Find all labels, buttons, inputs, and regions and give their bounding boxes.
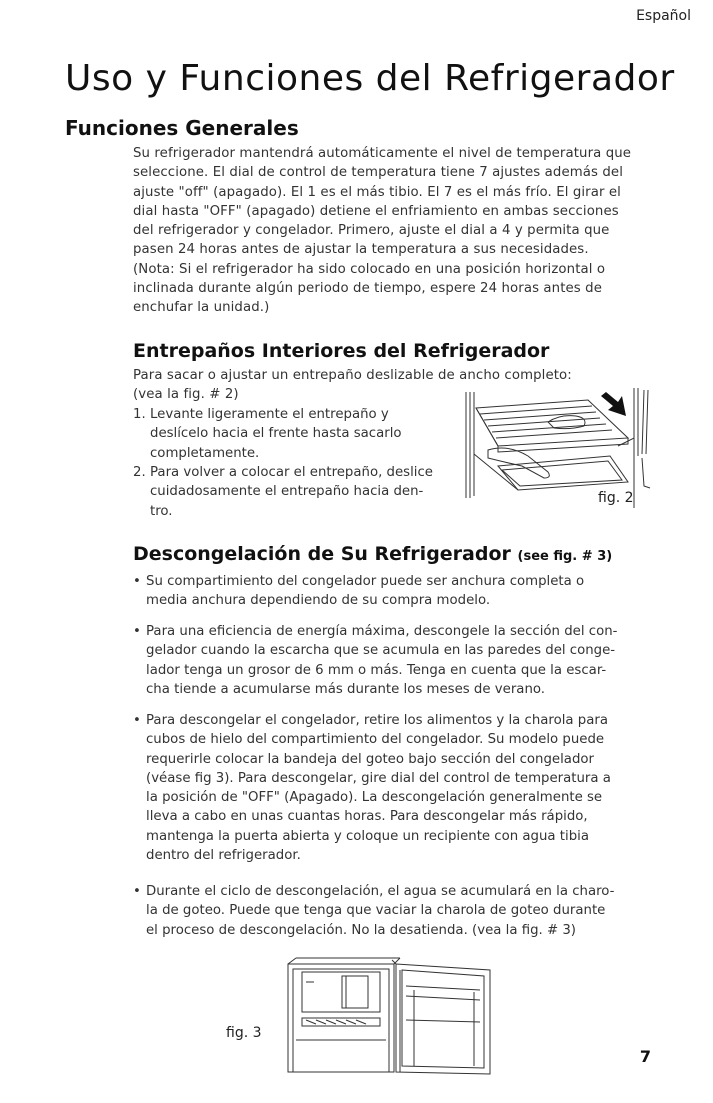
general-line: dial hasta "OFF" (apagado) detiene el enfriamiento en ambas secciones (133, 203, 619, 219)
step-line: Para volver a colocar el entrepaño, deslice (150, 465, 433, 480)
section-heading-general: Funciones Generales (65, 116, 299, 140)
bullet-line: la posición de "OFF" (Apagado). La descongelación generalmente se (146, 790, 603, 806)
defrost-heading-note: (see fig. # 3) (517, 549, 613, 564)
figure-2-caption: fig. 2 (598, 490, 634, 506)
bullet-symbol: • (133, 624, 141, 639)
bullet-line: lleva a cabo en unas cuantas horas. Para descongelar más rápido, (146, 809, 588, 825)
bullet-line: Su compartimiento del congelador puede ser anchura completa o (146, 574, 585, 589)
page-title: Uso y Funciones del Refrigerador (65, 58, 675, 99)
bullet-symbol: • (133, 884, 141, 899)
refrigerator-illustration (284, 956, 504, 1076)
bullet-line: media anchura dependiendo de su compra modelo. (146, 593, 491, 609)
defrost-bullet (133, 882, 658, 940)
bullet-line: mantenga la puerta abierta y coloque un recipiente con agua tibia (146, 828, 589, 844)
defrost-bullet (133, 572, 658, 611)
bullet-symbol: • (133, 713, 141, 728)
general-line: inclinada durante algún periodo de tiempo, espere 24 horas antes de (133, 281, 602, 297)
general-line: pasen 24 horas antes de ajustar la temperatura a sus necesidades. (133, 242, 589, 258)
general-line: seleccione. El dial de control de temperatura tiene 7 ajustes además del (133, 165, 623, 181)
bullet-line: cha tiende a acumularse más durante los meses de verano. (146, 681, 545, 697)
bullet-line: requerirle colocar la bandeja del goteo bajo sección del congelador (146, 751, 594, 767)
figure-3-caption: fig. 3 (226, 1025, 262, 1041)
bullet-line: dentro del refrigerador. (146, 848, 301, 864)
bullet-line: (véase fig 3). Para descongelar, gire dial del control de temperatura a (146, 770, 611, 786)
step-number: 2. (133, 465, 146, 480)
bullet-line: gelador cuando la escarcha que se acumula en las paredes del conge- (146, 643, 616, 659)
defrost-bullet (133, 711, 658, 865)
shelf-step-2 (133, 463, 433, 521)
bullet-line: Durante el ciclo de descongelación, el agua se acumulará en la charo- (146, 884, 615, 899)
bullet-line: Para descongelar el congelador, retire los alimentos y la charola para (146, 713, 608, 728)
step-line: completamente. (150, 445, 260, 461)
shelf-step-1 (133, 405, 402, 463)
general-line: Su refrigerador mantendrá automáticamente el nivel de temperatura que (133, 146, 632, 161)
step-line: tro. (150, 503, 173, 519)
bullet-line: la de goteo. Puede que tenga que vaciar la charola de goteo durante (146, 903, 606, 919)
general-line: ajuste "off" (apagado). El 1 es el más tibio. El 7 es el más frío. El girar el (133, 184, 621, 200)
page-number: 7 (639, 1047, 651, 1066)
language-label: Español (636, 8, 691, 24)
bullet-line: el proceso de descongelación. No la desatienda. (vea la fig. # 3) (146, 922, 576, 938)
general-line: enchufar la unidad.) (133, 300, 270, 316)
general-line: del refrigerador y congelador. Primero, ajuste el dial a 4 y permita que (133, 223, 610, 239)
bullet-symbol: • (133, 574, 141, 589)
general-line: (Nota: Si el refrigerador ha sido colocado en una posición horizontal o (133, 261, 606, 277)
bullet-line: cubos de hielo del compartimiento del congelador. Su modelo puede (146, 732, 605, 748)
defrost-bullet (133, 622, 658, 699)
bullet-line: Para una eficiencia de energía máxima, descongele la sección del con- (146, 624, 618, 639)
general-paragraph (133, 144, 658, 318)
defrost-heading-text: Descongelación de Su Refrigerador (133, 543, 511, 565)
shelves-intro-line: (vea la fig. # 2) (133, 387, 239, 403)
section-heading-shelves: Entrepaños Interiores del Refrigerador (133, 340, 550, 362)
step-line: cuidadosamente el entrepaño hacia den- (150, 484, 424, 500)
step-line: Levante ligeramente el entrepaño y (150, 407, 389, 422)
section-heading-defrost (133, 543, 612, 565)
bullet-line: lador tenga un grosor de 6 mm o más. Tenga en cuenta que la escar- (146, 662, 607, 678)
step-line: deslícelo hacia el frente hasta sacarlo (150, 426, 402, 442)
shelves-intro-line: Para sacar o ajustar un entrepaño deslizable de ancho completo: (133, 368, 572, 383)
step-number: 1. (133, 407, 146, 422)
